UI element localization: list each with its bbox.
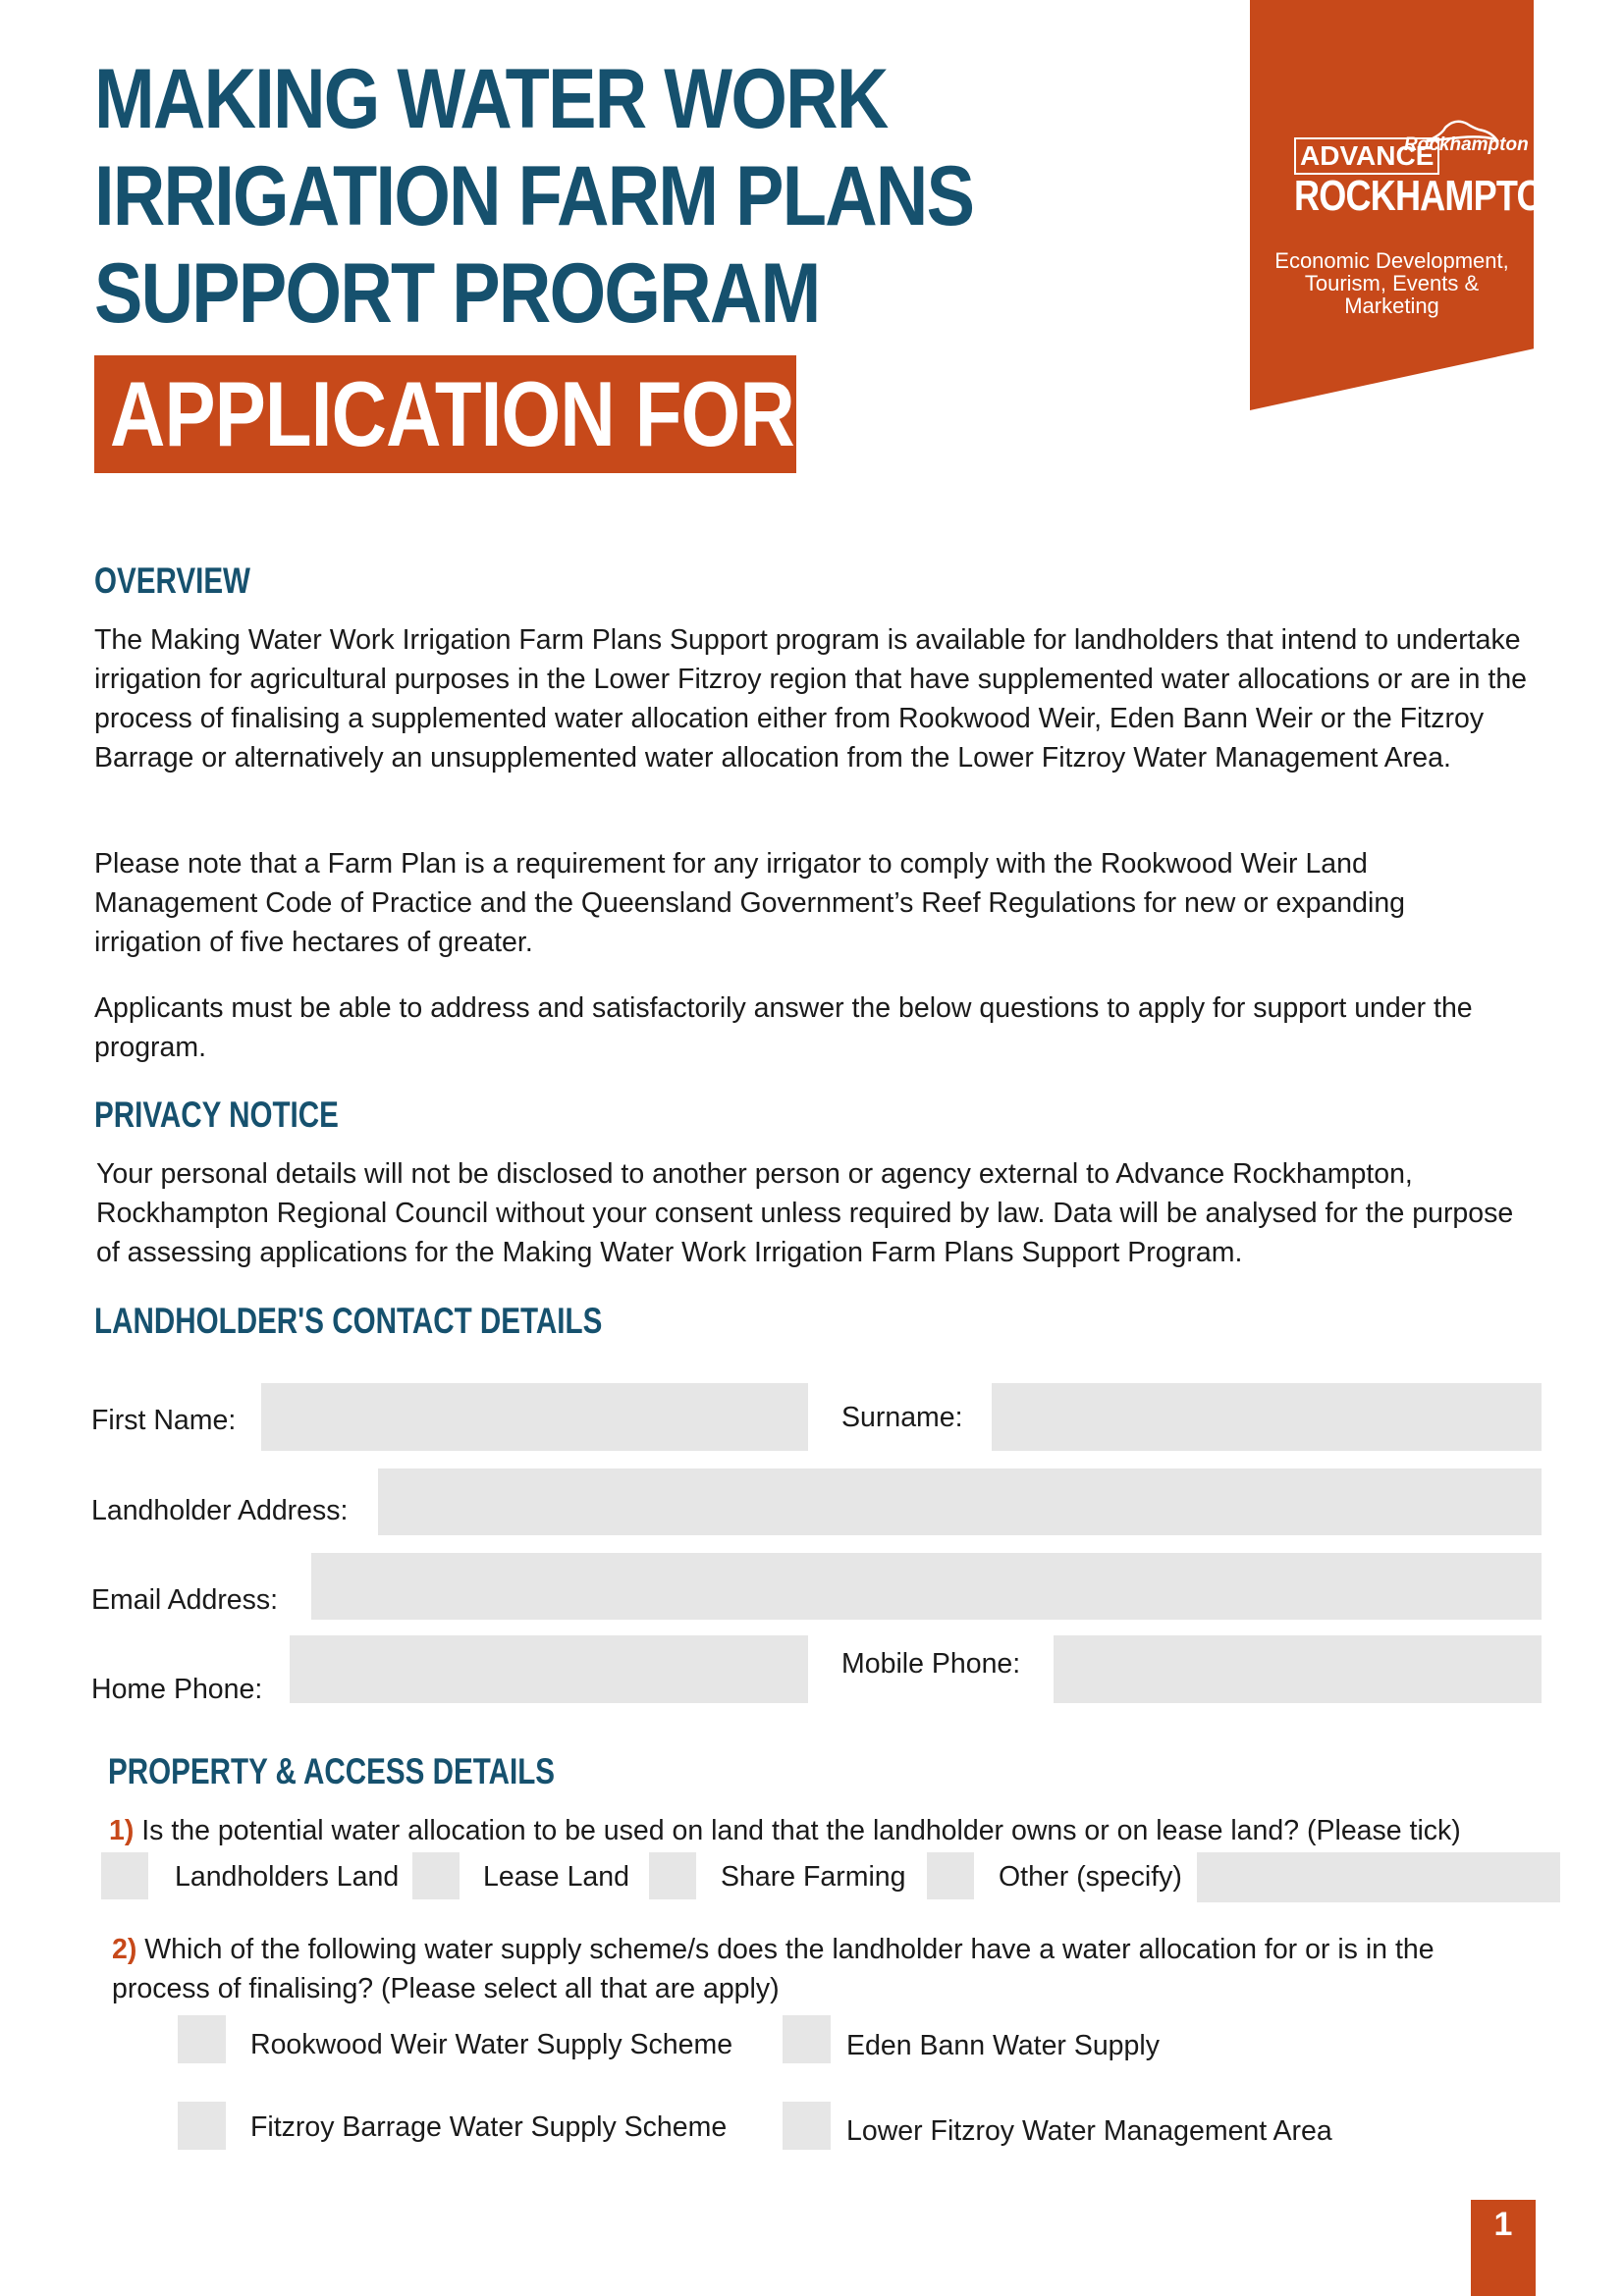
other-specify-input[interactable] [1197, 1852, 1560, 1902]
logo-script-text: Rockhampton [1404, 134, 1529, 155]
question-2-text: Which of the following water supply scheme/s does the landholder have a water allocation for or is in the process of finalising? (Please select all that are apply) [112, 1934, 1435, 2004]
address-label: Landholder Address: [91, 1495, 349, 1526]
question-1-text: Is the potential water allocation to be used on land that the landholder owns or on lease land? (Please tick) [141, 1815, 1461, 1846]
lower-fitzroy-label: Lower Fitzroy Water Management Area [846, 2115, 1332, 2147]
contact-heading: LANDHOLDER'S CONTACT DETAILS [94, 1301, 603, 1341]
overview-paragraph-3: Applicants must be able to address and satisfactorily answer the below questions to apply for support under the program. [94, 992, 1473, 1063]
home-phone-input[interactable] [290, 1635, 808, 1703]
share-farming-label: Share Farming [721, 1861, 906, 1893]
lower-fitzroy-checkbox[interactable] [783, 2102, 831, 2150]
lease-land-checkbox[interactable] [412, 1852, 460, 1899]
landholders-land-label: Landholders Land [175, 1861, 400, 1893]
title-line-1: MAKING WATER WORK [94, 52, 888, 146]
logo-advance-text: ADVANCE [1294, 137, 1439, 175]
eden-bann-label: Eden Bann Water Supply [846, 2030, 1160, 2061]
application-form-label: APPLICATION FORM [110, 362, 858, 465]
question-2 [112, 1930, 1506, 2008]
first-name-label: First Name: [91, 1405, 237, 1436]
fitzroy-barrage-label: Fitzroy Barrage Water Supply Scheme [250, 2111, 728, 2143]
question-2-number: 2) [112, 1934, 137, 1965]
mobile-phone-input[interactable] [1054, 1635, 1542, 1703]
fitzroy-barrage-checkbox[interactable] [178, 2102, 226, 2150]
surname-input[interactable] [992, 1383, 1542, 1451]
logo-rockhampton-text: ROCKHAMPTON [1294, 172, 1568, 220]
title-line-3: SUPPORT PROGRAM [94, 246, 820, 341]
logo-subtitle: Economic Development, Tourism, Events & Marketing [1274, 248, 1509, 318]
title-line-2: IRRIGATION FARM PLANS [94, 149, 974, 243]
eden-bann-checkbox[interactable] [783, 2015, 831, 2063]
surname-label: Surname: [841, 1402, 963, 1433]
share-farming-checkbox[interactable] [649, 1852, 696, 1899]
page-title [94, 51, 973, 343]
mobile-phone-label: Mobile Phone: [841, 1648, 1021, 1680]
other-checkbox[interactable] [927, 1852, 974, 1899]
lease-land-label: Lease Land [483, 1861, 629, 1893]
question-1-number: 1) [109, 1815, 135, 1846]
privacy-heading: PRIVACY NOTICE [94, 1095, 339, 1135]
other-label: Other (specify) [999, 1861, 1182, 1893]
overview-paragraph-1: The Making Water Work Irrigation Farm Plans Support program is available for landholders that intend to undertake irrigation for agricultural purposes in the Lower Fitzroy region that have supplemented water allocations or are in the process of finalising a supplemented water allocation either from Rookwood Weir, Eden Bann Weir or the Fitzroy Barrage or alternatively an unsupplemented water allocation from the Lower Fitzroy Water Management Area. [94, 624, 1528, 774]
overview-paragraph-2: Please note that a Farm Plan is a requirement for any irrigator to comply with the Rookwood Weir Land Management Code of Practice and the Queensland Government’s Reef Regulations for new or expanding irrigation of five hectares of greater. [94, 848, 1406, 958]
first-name-input[interactable] [261, 1383, 808, 1451]
application-form-banner [94, 355, 858, 473]
landholders-land-checkbox[interactable] [101, 1852, 148, 1899]
privacy-text: Your personal details will not be disclosed to another person or agency external to Advance Rockhampton, Rockhampton Regional Council without your consent unless required by law. Data will be analysed for the purpose of assessing applications for the Making Water Work Irrigation Farm Plans Support Program. [96, 1158, 1514, 1268]
address-input[interactable] [378, 1468, 1542, 1535]
email-input[interactable] [311, 1553, 1542, 1620]
email-label: Email Address: [91, 1584, 279, 1616]
property-heading: PROPERTY & ACCESS DETAILS [108, 1751, 556, 1791]
page-number: 1 [1471, 2200, 1536, 2296]
question-1 [109, 1814, 1461, 1847]
rookwood-weir-checkbox[interactable] [178, 2015, 226, 2063]
overview-heading: OVERVIEW [94, 561, 250, 601]
home-phone-label: Home Phone: [91, 1674, 263, 1705]
rookwood-weir-label: Rookwood Weir Water Supply Scheme [250, 2029, 733, 2060]
